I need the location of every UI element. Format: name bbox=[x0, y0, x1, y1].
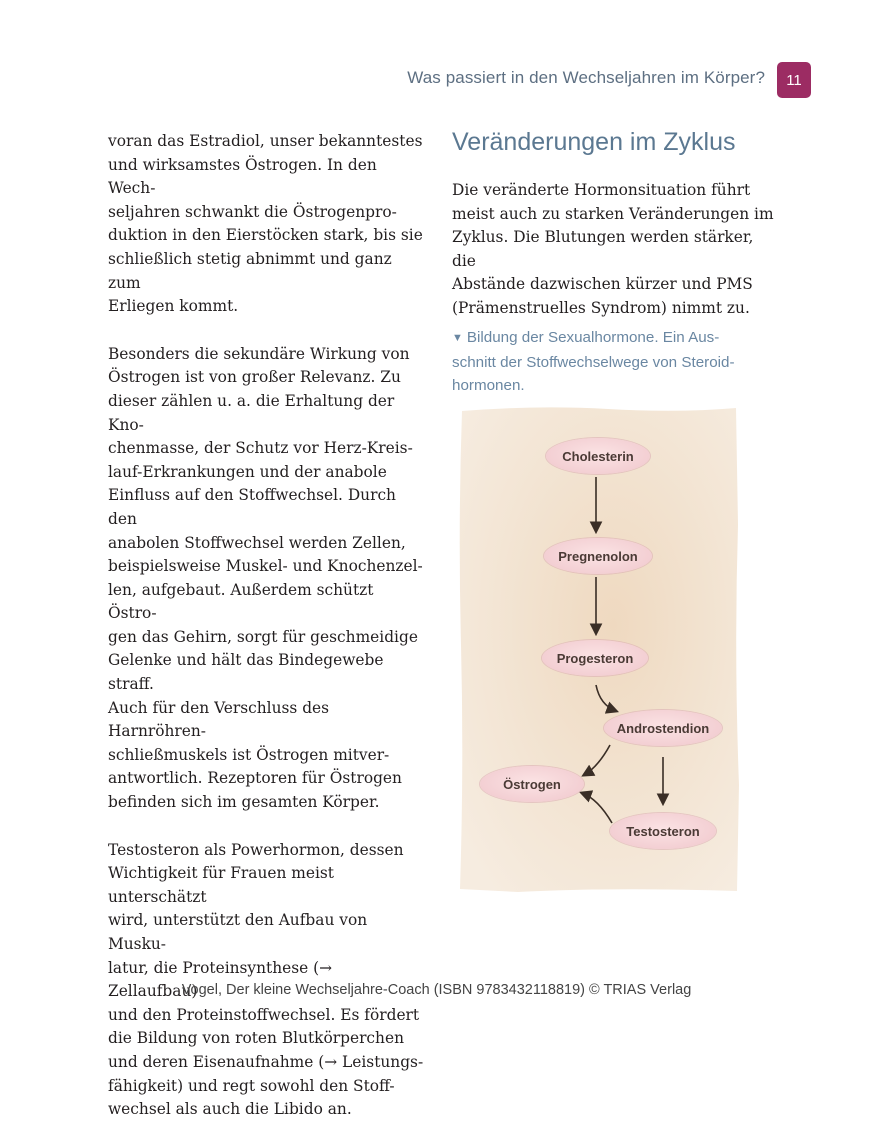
page-number-badge: 11 bbox=[777, 62, 811, 98]
body-paragraph-1: voran das Estradiol, unser bekanntestes und wirksamstes Östrogen. In den Wech- seljahren schwankt die Östrogenpro- duktion in den Eierstöcken stark, bis sie schließlich stetig abnimmt und ganz zum Erliegen kommt. bbox=[108, 132, 423, 316]
node-progesteron: Progesteron bbox=[542, 640, 648, 676]
hormone-pathway-diagram bbox=[458, 405, 740, 893]
running-header-title: Was passiert in den Wechseljahren im Körper? bbox=[407, 68, 765, 87]
node-androstendion: Androstendion bbox=[604, 710, 722, 746]
node-cholesterin: Cholesterin bbox=[546, 438, 650, 474]
body-paragraph-2: Besonders die sekundäre Wirkung von Östrogen ist von großer Relevanz. Zu dieser zählen u. a. die Erhaltung der Kno- chenmasse, der Schutz vor Herz-Kreis- lauf-Erkrankungen und der anabole Einfluss auf den Stoffwechsel. Durch den anabolen Stoffwechsel werden Zellen, beispielsweise Muskel- und Knochenzel- len, aufgebaut. Außerdem schützt Östro- gen das Gehirn, sorgt für geschmeidige Gelenke und hält das Bindegewebe straff. Auch für den Verschluss des Harnröhren- schließmuskels ist Östrogen mitver- antwortlich. Rezeptoren für Östrogen befinden sich im gesamten Körper. bbox=[108, 344, 423, 812]
page-footer: Vogel, Der kleine Wechseljahre-Coach (ISBN 9783432118819) © TRIAS Verlag bbox=[181, 982, 692, 998]
node-pregnenolon: Pregnenolon bbox=[544, 538, 652, 574]
figure-caption bbox=[452, 326, 782, 398]
chevron-down-icon: ▼ bbox=[452, 332, 463, 344]
node-testosteron: Testosteron bbox=[610, 813, 716, 849]
node-oestrogen: Östrogen bbox=[480, 766, 584, 802]
section-paragraph: Die veränderte Hormonsituation führt meist auch zu starken Veränderungen im Zyklus. Die Blutungen werden stärker, die Abstände dazwischen kürzer und PMS (Prämenstruelles Syndrom) nimmt zu. bbox=[452, 181, 774, 317]
section-heading: Veränderungen im Zyklus bbox=[452, 128, 736, 156]
body-paragraph-3: Testosteron als Powerhormon, dessen Wichtigkeit für Frauen meist unterschätzt wird, unterstützt den Aufbau von Musku- latur, die Proteinsynthese (→ Zellaufbau) und den Proteinstoffwechsel. Es fördert die Bildung von roten Blutkörperchen und deren Eisenaufnahme (→ Leistungs- fähigkeit) und regt sowohl den Stoff- wechsel als auch die Libido an. bbox=[108, 840, 424, 1119]
caption-text: Bildung der Sexualhormone. Ein Aus- schnitt der Stoffwechselwege von Steroid- hormonen. bbox=[452, 329, 735, 395]
